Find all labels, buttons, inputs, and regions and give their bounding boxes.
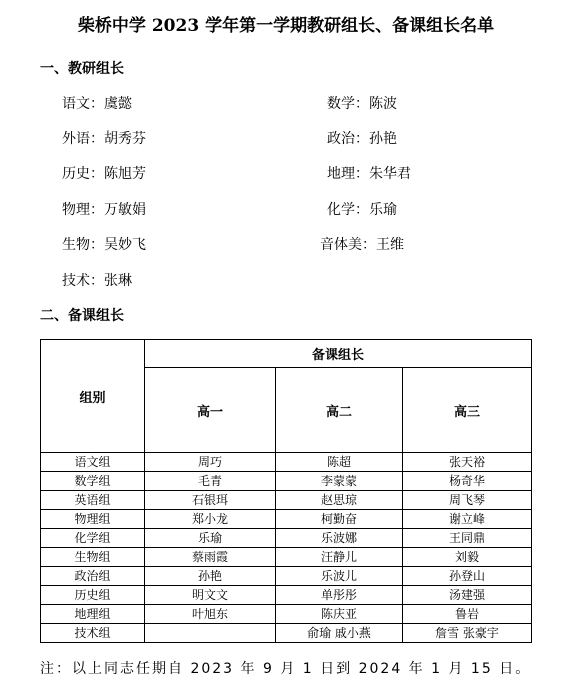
- cell-grade-2: 汪静儿: [276, 548, 403, 567]
- cell-group: 化学组: [41, 529, 145, 548]
- column-header-grade-1: 高一: [145, 368, 276, 453]
- cell-grade-3: 汤建强: [403, 586, 532, 605]
- cell-grade-3: 张天裕: [403, 453, 532, 472]
- column-header-lesson-leaders: 备课组长: [145, 340, 532, 368]
- cell-grade-2: 柯勤奋: [276, 510, 403, 529]
- table-row: [41, 529, 532, 548]
- cell-grade-3: 詹雪 张豪宇: [403, 624, 532, 643]
- column-header-grade-2: 高二: [276, 368, 403, 453]
- cell-grade-3: 谢立峰: [403, 510, 532, 529]
- table-row: [41, 491, 532, 510]
- cell-group: 物理组: [41, 510, 145, 529]
- cell-grade-3: 杨奇华: [403, 472, 532, 491]
- leader-math: 数学：陈波: [327, 96, 397, 112]
- leader-technology: 技术：张琳: [62, 273, 132, 289]
- leader-politics: 政治：孙艳: [327, 131, 397, 147]
- leader-chemistry: 化学：乐瑜: [327, 202, 397, 218]
- cell-grade-2: 李蒙蒙: [276, 472, 403, 491]
- table-row: [41, 586, 532, 605]
- cell-grade-2: 俞瑜 戚小燕: [276, 624, 403, 643]
- table-row: [41, 567, 532, 586]
- cell-grade-1: 毛青: [145, 472, 276, 491]
- column-header-group: 组别: [41, 340, 145, 453]
- cell-group: 数学组: [41, 472, 145, 491]
- table-row: [41, 472, 532, 491]
- table-row: [41, 548, 532, 567]
- cell-grade-3: 周飞琴: [403, 491, 532, 510]
- cell-grade-2: 陈庆亚: [276, 605, 403, 624]
- cell-grade-1: 蔡雨霞: [145, 548, 276, 567]
- page-title: 柴桥中学 2023 学年第一学期教研组长、备课组长名单: [77, 16, 495, 36]
- section-heading-research-leaders: 一、教研组长: [40, 61, 124, 77]
- cell-group: 生物组: [41, 548, 145, 567]
- cell-grade-2: 单彤彤: [276, 586, 403, 605]
- cell-grade-1: 郑小龙: [145, 510, 276, 529]
- leader-chinese: 语文：虞懿: [62, 96, 132, 112]
- column-header-grade-3: 高三: [403, 368, 532, 453]
- section-heading-lesson-leaders: 二、备课组长: [40, 308, 124, 324]
- cell-group: 技术组: [41, 624, 145, 643]
- leader-history: 历史：陈旭芳: [62, 166, 146, 182]
- footnote-term: 注：以上同志任期自 2023 年 9 月 1 日到 2024 年 1 月 15 日。: [40, 661, 532, 677]
- cell-grade-1: 石银珥: [145, 491, 276, 510]
- cell-grade-2: 乐波儿: [276, 567, 403, 586]
- cell-group: 地理组: [41, 605, 145, 624]
- leader-biology: 生物：吴妙飞: [62, 237, 146, 253]
- lesson-leaders-table: [40, 339, 532, 643]
- leader-geography: 地理：朱华君: [327, 166, 411, 182]
- cell-grade-1: 乐瑜: [145, 529, 276, 548]
- cell-grade-1: [145, 624, 276, 643]
- cell-grade-2: 陈超: [276, 453, 403, 472]
- leader-arts-pe: 音体美：王维: [320, 237, 404, 253]
- cell-group: 政治组: [41, 567, 145, 586]
- cell-grade-3: 鲁岩: [403, 605, 532, 624]
- cell-grade-1: 周巧: [145, 453, 276, 472]
- cell-group: 英语组: [41, 491, 145, 510]
- table-row: [41, 510, 532, 529]
- table-row: [41, 605, 532, 624]
- cell-group: 语文组: [41, 453, 145, 472]
- cell-grade-3: 王同鼎: [403, 529, 532, 548]
- cell-grade-3: 刘毅: [403, 548, 532, 567]
- table-row: [41, 453, 532, 472]
- cell-grade-1: 孙艳: [145, 567, 276, 586]
- leader-physics: 物理：万敏娟: [62, 202, 146, 218]
- cell-grade-1: 明文文: [145, 586, 276, 605]
- cell-grade-1: 叶旭东: [145, 605, 276, 624]
- cell-group: 历史组: [41, 586, 145, 605]
- leader-foreign-language: 外语：胡秀芬: [62, 131, 146, 147]
- table-row: [41, 624, 532, 643]
- cell-grade-3: 孙登山: [403, 567, 532, 586]
- cell-grade-2: 乐波娜: [276, 529, 403, 548]
- cell-grade-2: 赵思琼: [276, 491, 403, 510]
